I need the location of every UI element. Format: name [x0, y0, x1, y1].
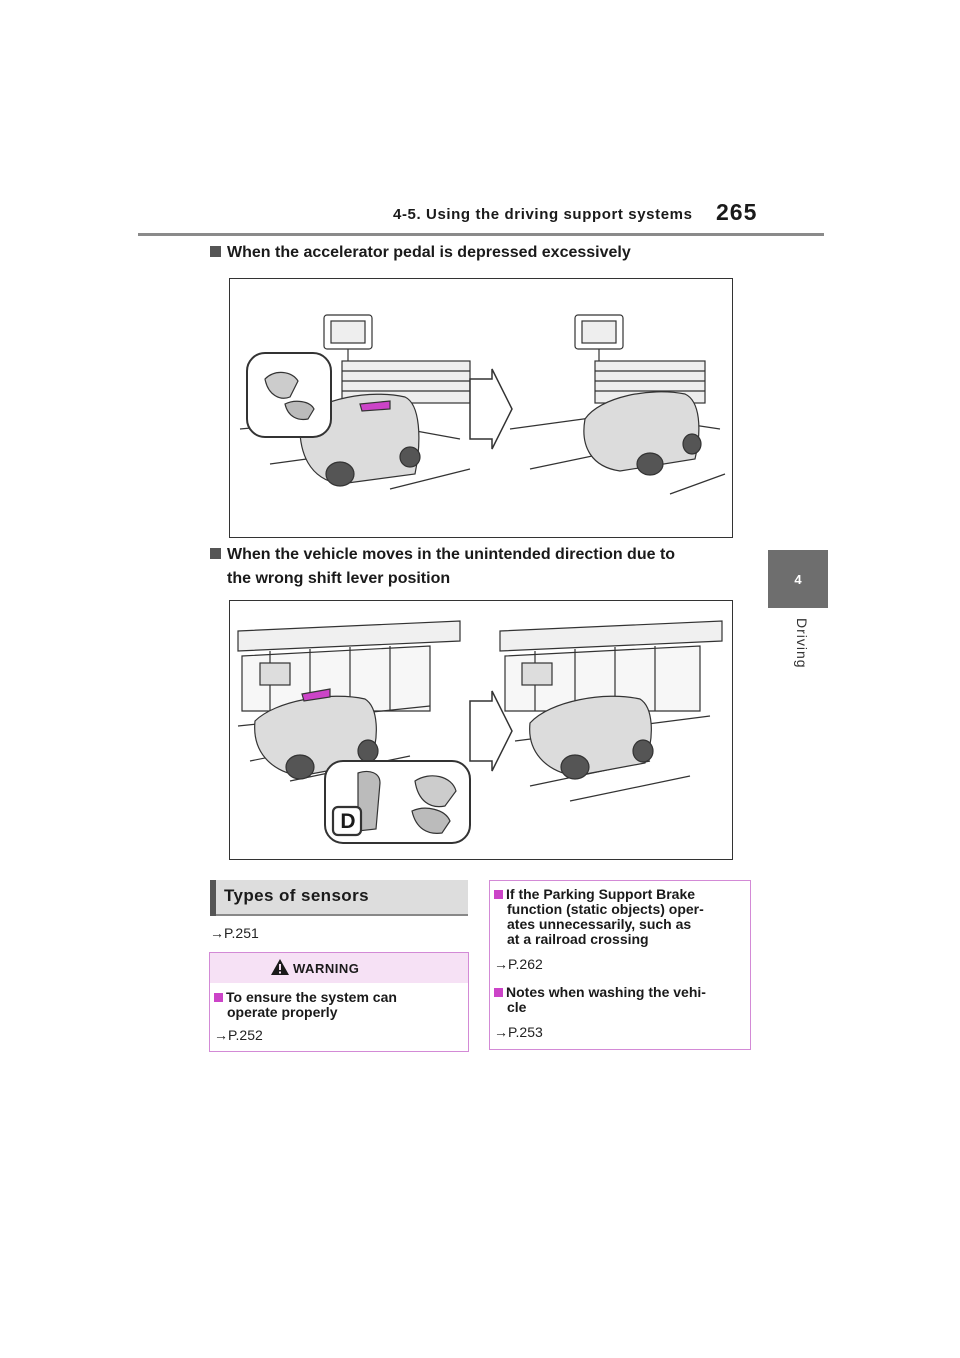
pink-square-bullet-icon: [494, 890, 503, 899]
parking-lot-scene-icon: [230, 279, 732, 537]
note-item-2-ref[interactable]: →P.253: [494, 1024, 543, 1040]
heading-text: When the accelerator pedal is depressed excessively: [227, 244, 631, 261]
illustration-accelerator-pedal: [229, 278, 733, 538]
warning-item: [214, 989, 397, 1005]
note-item-2: [494, 984, 706, 1000]
chapter-label: Driving: [794, 618, 810, 669]
heading-text-line1: When the vehicle moves in the unintended direction due to: [227, 546, 676, 563]
sensor-page-ref[interactable]: →P.251: [210, 925, 259, 941]
note-item-2-line2: cle: [507, 999, 527, 1015]
section-heading-accelerator: [210, 240, 631, 266]
note-item-1: [494, 886, 695, 902]
page-number: 265: [716, 199, 758, 225]
heading-text-line2: the wrong shift lever position: [227, 570, 451, 587]
note-item-1-line4: at a railroad crossing: [507, 931, 649, 947]
note-item-1-line3: ates unnecessarily, such as: [507, 916, 692, 932]
section-bar: [210, 880, 216, 916]
warning-triangle-icon: [270, 958, 290, 976]
types-of-sensors-title: Types of sensors: [224, 886, 369, 905]
types-of-sensors-header: [210, 880, 468, 916]
illustration-shift-lever: [229, 600, 733, 860]
warning-item-line2: operate properly: [227, 1004, 338, 1020]
square-bullet-icon: [210, 246, 221, 257]
warning-header: [210, 953, 468, 983]
pink-square-bullet-icon: [214, 993, 223, 1002]
section-title: 4-5. Using the driving support systems: [393, 206, 693, 223]
gear-indicator-label: D: [340, 810, 356, 833]
warning-box: [209, 952, 469, 1052]
note-item-1-line1: If the Parking Support Brake: [506, 886, 696, 902]
store-parking-scene-icon: [230, 601, 732, 859]
warning-page-ref[interactable]: →P.252: [214, 1027, 263, 1043]
warning-label: WARNING: [293, 961, 360, 976]
square-bullet-icon: [210, 548, 221, 559]
chapter-tab[interactable]: 4: [768, 550, 828, 608]
note-item-1-ref[interactable]: →P.262: [494, 956, 543, 972]
pink-square-bullet-icon: [494, 988, 503, 997]
notes-box: [489, 880, 751, 1050]
section-heading-shift-lever: [210, 542, 675, 568]
warning-item-line1: To ensure the system can: [226, 989, 397, 1005]
header-divider: [138, 233, 824, 236]
note-item-1-line2: function (static objects) oper-: [507, 901, 704, 917]
note-item-2-line1: Notes when washing the vehi-: [506, 984, 706, 1000]
